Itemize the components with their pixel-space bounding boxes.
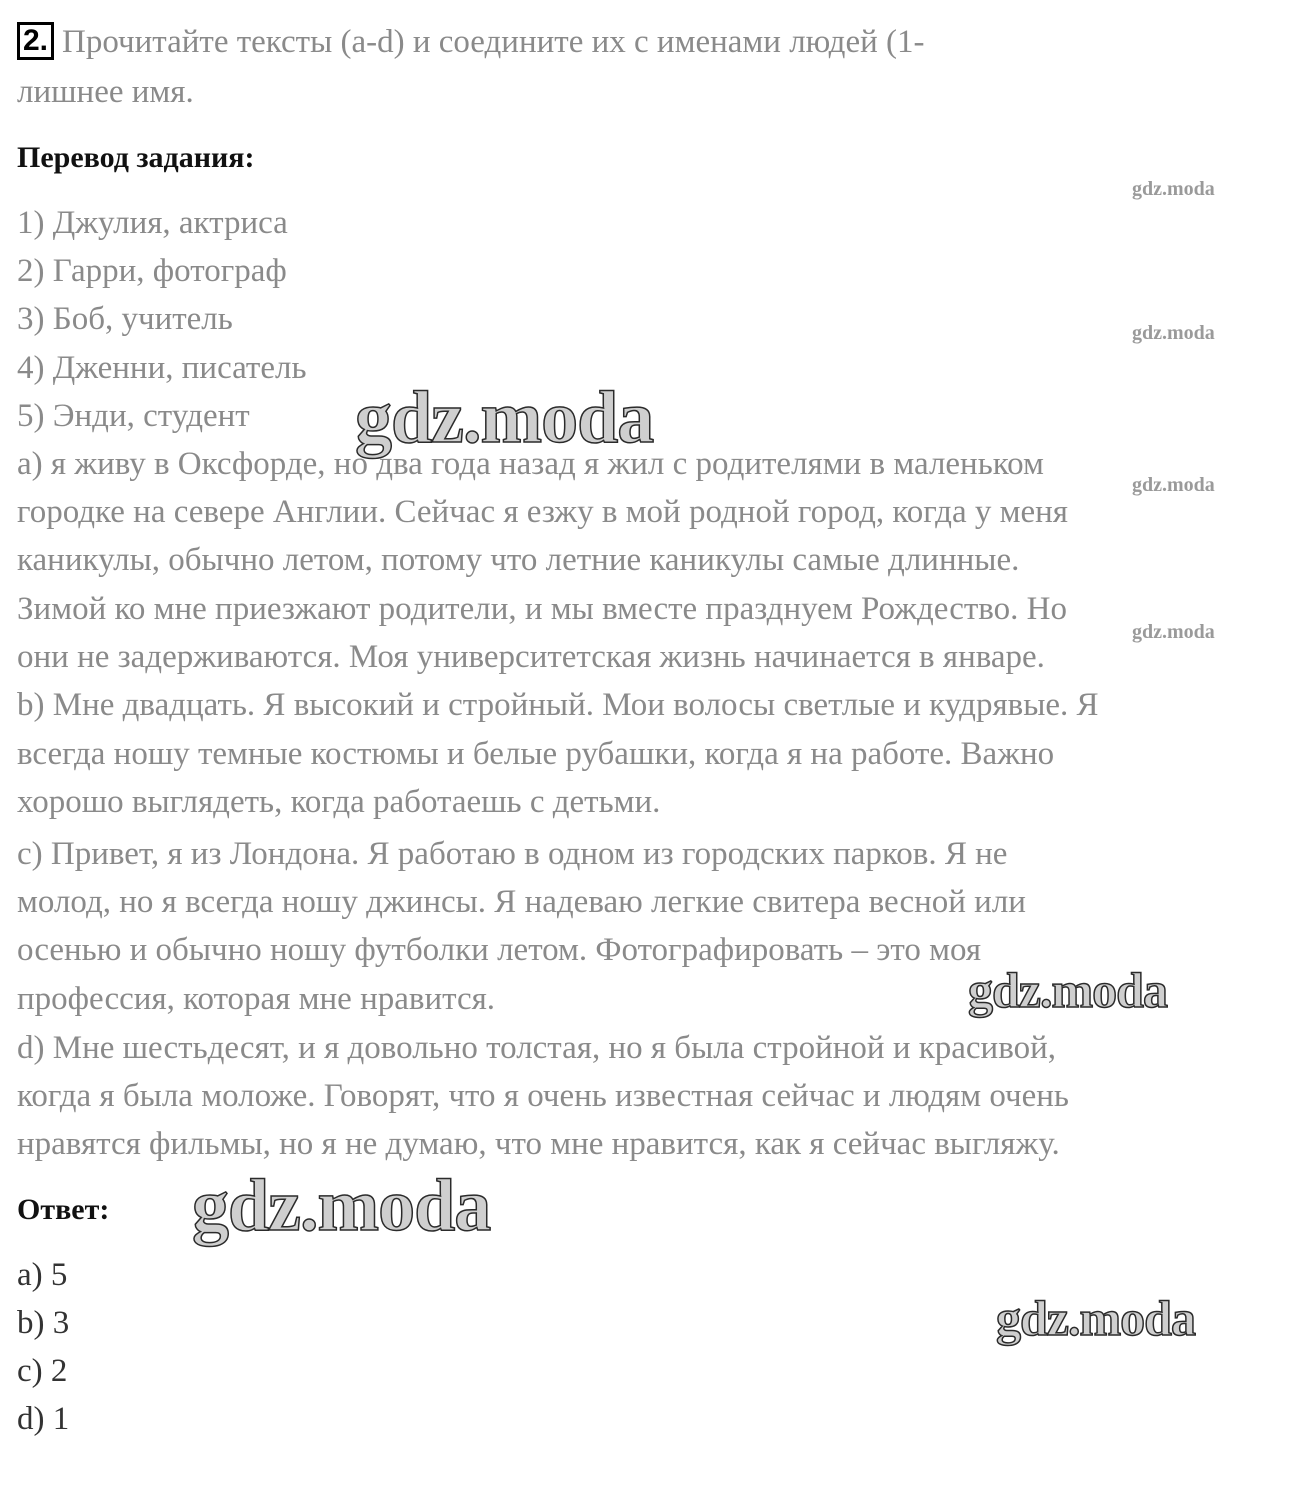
answer-item: a) 5	[17, 1257, 68, 1293]
watermark-small: gdz.moda	[1132, 621, 1215, 643]
name-item: 2) Гарри, фотограф	[17, 253, 287, 289]
watermark-small: gdz.moda	[1132, 474, 1215, 496]
translation-heading: Перевод задания:	[17, 141, 255, 174]
text-d-line: нравятся фильмы, но я не думаю, что мне нравится, как я сейчас выгляжу.	[17, 1126, 1060, 1162]
answer-item: c) 2	[17, 1353, 68, 1389]
text-c-line: молод, но я всегда ношу джинсы. Я надеваю легкие свитера весной или	[17, 884, 1026, 920]
watermark-small: gdz.moda	[1132, 322, 1215, 344]
text-b-line: хорошо выглядеть, когда работаешь с детьми.	[17, 784, 661, 820]
name-item: 3) Боб, учитель	[17, 301, 233, 337]
task-header	[17, 22, 924, 62]
text-a-line: a) я живу в Оксфорде, но два года назад я жил с родителями в маленьком	[17, 446, 1044, 482]
name-item: 5) Энди, студент	[17, 398, 250, 434]
text-b-line: всегда ношу темные костюмы и белые рубашки, когда я на работе. Важно	[17, 736, 1055, 772]
watermark-large: gdz.moda	[996, 1290, 1195, 1346]
text-a-line: городке на севере Англии. Сейчас я езжу в мой родной город, когда у меня	[17, 494, 1068, 530]
text-d-line: когда я была моложе. Говорят, что я очень известная сейчас и людям очень	[17, 1078, 1069, 1114]
text-b-line: b) Мне двадцать. Я высокий и стройный. Мои волосы светлые и кудрявые. Я	[17, 687, 1099, 723]
task-instruction-line-1: Прочитайте тексты (a-d) и соедините их с именами людей (1-	[62, 24, 925, 60]
answer-item: d) 1	[17, 1401, 70, 1437]
answer-item: b) 3	[17, 1305, 70, 1341]
task-number: 2.	[17, 22, 54, 60]
text-c-line: c) Привет, я из Лондона. Я работаю в одном из городских парков. Я не	[17, 836, 1008, 872]
answer-heading: Ответ:	[17, 1193, 110, 1226]
text-d-line: d) Мне шестьдесят, и я довольно толстая, но я была стройной и красивой,	[17, 1030, 1056, 1066]
text-c-line: профессия, которая мне нравится.	[17, 981, 496, 1017]
text-a-line: Зимой ко мне приезжают родители, и мы вместе празднуем Рождество. Но	[17, 591, 1067, 627]
watermark-large: gdz.moda	[192, 1165, 491, 1247]
name-item: 1) Джулия, актриса	[17, 205, 288, 241]
text-a-line: каникулы, обычно летом, потому что летние каникулы самые длинные.	[17, 542, 1020, 578]
task-instruction-line-2: лишнее имя.	[17, 74, 194, 110]
watermark-large: gdz.moda	[355, 377, 654, 459]
text-a-line: они не задерживаются. Моя университетская жизнь начинается в январе.	[17, 639, 1045, 675]
watermark-small: gdz.moda	[1132, 178, 1215, 200]
name-item: 4) Дженни, писатель	[17, 350, 307, 386]
text-c-line: осенью и обычно ношу футболки летом. Фотографировать – это моя	[17, 932, 982, 968]
watermark-large: gdz.moda	[968, 962, 1167, 1018]
